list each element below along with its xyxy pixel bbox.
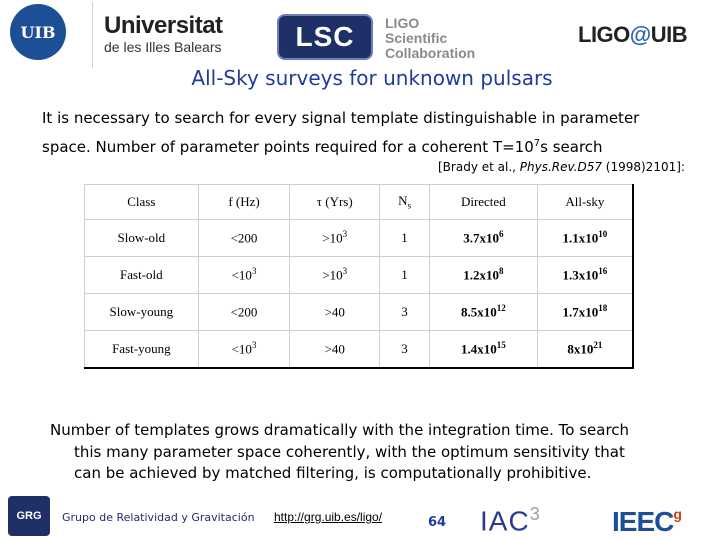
- cell-directed: [429, 220, 537, 257]
- cell-class: Slow-old: [85, 220, 199, 257]
- table-row: [85, 220, 634, 257]
- cell-allsky-base: 1.3x10: [562, 267, 599, 283]
- conclusion-text: [50, 420, 690, 485]
- header: [0, 0, 720, 70]
- table-header-row: [85, 185, 634, 220]
- cell-tau-base: >40: [324, 304, 345, 320]
- ligo-line-3: Collaboration: [385, 45, 476, 61]
- ieec-logo: [612, 506, 681, 538]
- header-tau: τ (Yrs): [290, 185, 380, 220]
- ligo-uib-logo: [578, 22, 687, 48]
- ligo-uib-prefix: LIGO: [578, 22, 630, 47]
- ligo-scientific-collaboration-logo: [385, 16, 475, 61]
- cell-allsky: [537, 331, 633, 369]
- cell-ns: 3: [380, 294, 430, 331]
- cell-allsky-exp: 10: [598, 229, 608, 240]
- cell-tau: [290, 331, 380, 369]
- cell-allsky: [537, 257, 633, 294]
- iac-logo-mark: 3: [529, 504, 541, 524]
- cell-allsky-exp: 16: [598, 266, 608, 277]
- templates-table: [84, 184, 634, 369]
- cell-directed-exp: 6: [498, 229, 504, 240]
- cell-frequency: [198, 331, 290, 369]
- reference-prefix: [Brady et al.,: [438, 160, 520, 174]
- divider: [92, 2, 93, 68]
- uib-logo: [10, 4, 66, 60]
- cell-frequency-base: <10: [231, 267, 252, 283]
- cell-tau: [290, 257, 380, 294]
- cell-frequency-base: <200: [230, 304, 258, 320]
- header-ns-sub: s: [407, 200, 411, 211]
- ieec-logo-text: IEEC: [612, 506, 674, 537]
- iac-logo: [480, 504, 541, 537]
- uib-logo-text: UIB: [20, 22, 56, 42]
- cell-allsky-base: 1.1x10: [562, 230, 599, 246]
- cell-frequency-exp: 3: [251, 266, 257, 277]
- cell-directed-base: 1.2x10: [463, 267, 499, 283]
- conclusion-line-2: this many parameter space coherently, with the optimum sensitivity that: [74, 442, 625, 461]
- cell-directed-exp: 15: [496, 340, 506, 351]
- cell-ns: 1: [380, 220, 430, 257]
- cell-allsky-exp: 18: [598, 303, 608, 314]
- header-frequency: f (Hz): [198, 185, 290, 220]
- page-number: 64: [428, 515, 447, 530]
- cell-tau: [290, 294, 380, 331]
- cell-directed: [429, 331, 537, 369]
- conclusion-line-3: can be achieved by matched filtering, is computationally prohibitive.: [74, 464, 592, 482]
- cell-ns: 1: [380, 257, 430, 294]
- cell-tau-base: >10: [322, 230, 343, 246]
- ieec-logo-corner: g: [673, 506, 681, 522]
- header-ns-base: N: [398, 193, 408, 209]
- header-ns: [380, 185, 430, 220]
- cell-allsky-exp: 21: [593, 340, 603, 351]
- grg-logo: [8, 496, 50, 536]
- cell-allsky: [537, 294, 633, 331]
- cell-frequency: [198, 257, 290, 294]
- intro-line-2: [42, 131, 702, 160]
- cell-directed-base: 8.5x10: [460, 304, 497, 320]
- cell-tau-exp: 3: [342, 266, 348, 277]
- cell-class: Fast-young: [85, 331, 199, 369]
- conclusion-line-1: Number of templates grows dramatically with the integration time. To search: [50, 421, 630, 439]
- cell-allsky-base: 1.7x10: [562, 304, 599, 320]
- cell-tau-base: >10: [322, 267, 343, 283]
- grg-logo-text: GRG: [16, 510, 42, 522]
- cell-frequency-base: <10: [231, 341, 252, 357]
- intro-line-2-b: s search: [540, 138, 603, 156]
- header-allsky: All-sky: [537, 185, 633, 220]
- cell-allsky-base: 8x10: [567, 341, 594, 357]
- cell-directed: [429, 257, 537, 294]
- table-row: [85, 294, 634, 331]
- slide-title: All-Sky surveys for unknown pulsars: [191, 66, 553, 90]
- grg-name: Grupo de Relatividad y Gravitación: [62, 511, 255, 524]
- cell-ns: 3: [380, 331, 430, 369]
- table-row: [85, 257, 634, 294]
- reference: [438, 160, 685, 174]
- ligo-uib-at: @: [629, 22, 651, 47]
- university-name: Universitat: [104, 12, 223, 39]
- cell-frequency: [198, 220, 290, 257]
- cell-directed-exp: 12: [496, 303, 506, 314]
- cell-directed-base: 3.7x10: [463, 230, 499, 246]
- cell-frequency: [198, 294, 290, 331]
- header-class: Class: [85, 185, 199, 220]
- grg-link[interactable]: http://grg.uib.es/ligo/: [274, 510, 383, 524]
- cell-class: Slow-young: [85, 294, 199, 331]
- header-directed: Directed: [429, 185, 537, 220]
- cell-directed-exp: 8: [498, 266, 504, 277]
- cell-directed: [429, 294, 537, 331]
- ligo-line-1: LIGO: [385, 15, 420, 31]
- cell-allsky: [537, 220, 633, 257]
- cell-frequency-exp: 3: [251, 340, 257, 351]
- university-subtitle: de les Illes Balears: [104, 39, 222, 55]
- reference-suffix: (1998)2101]:: [601, 160, 685, 174]
- cell-class: Fast-old: [85, 257, 199, 294]
- intro-exponent: 7: [533, 138, 541, 149]
- intro-text: [42, 106, 702, 160]
- cell-frequency-base: <200: [230, 230, 258, 246]
- iac-logo-text: IAC: [480, 505, 530, 537]
- table-row: [85, 331, 634, 369]
- reference-journal: Phys.Rev.D57: [519, 160, 602, 174]
- cell-tau-exp: 3: [342, 229, 348, 240]
- cell-tau-base: >40: [324, 341, 345, 357]
- lsc-logo: [277, 14, 373, 60]
- intro-line-2-a: space. Number of parameter points required for a coherent T=10: [42, 138, 534, 156]
- cell-tau: [290, 220, 380, 257]
- ligo-uib-suffix: UIB: [650, 22, 688, 47]
- intro-line-1: It is necessary to search for every signal template distinguishable in parameter: [42, 109, 640, 127]
- ligo-line-2: Scientific: [385, 30, 448, 46]
- lsc-logo-text: LSC: [295, 21, 355, 52]
- cell-directed-base: 1.4x10: [460, 341, 497, 357]
